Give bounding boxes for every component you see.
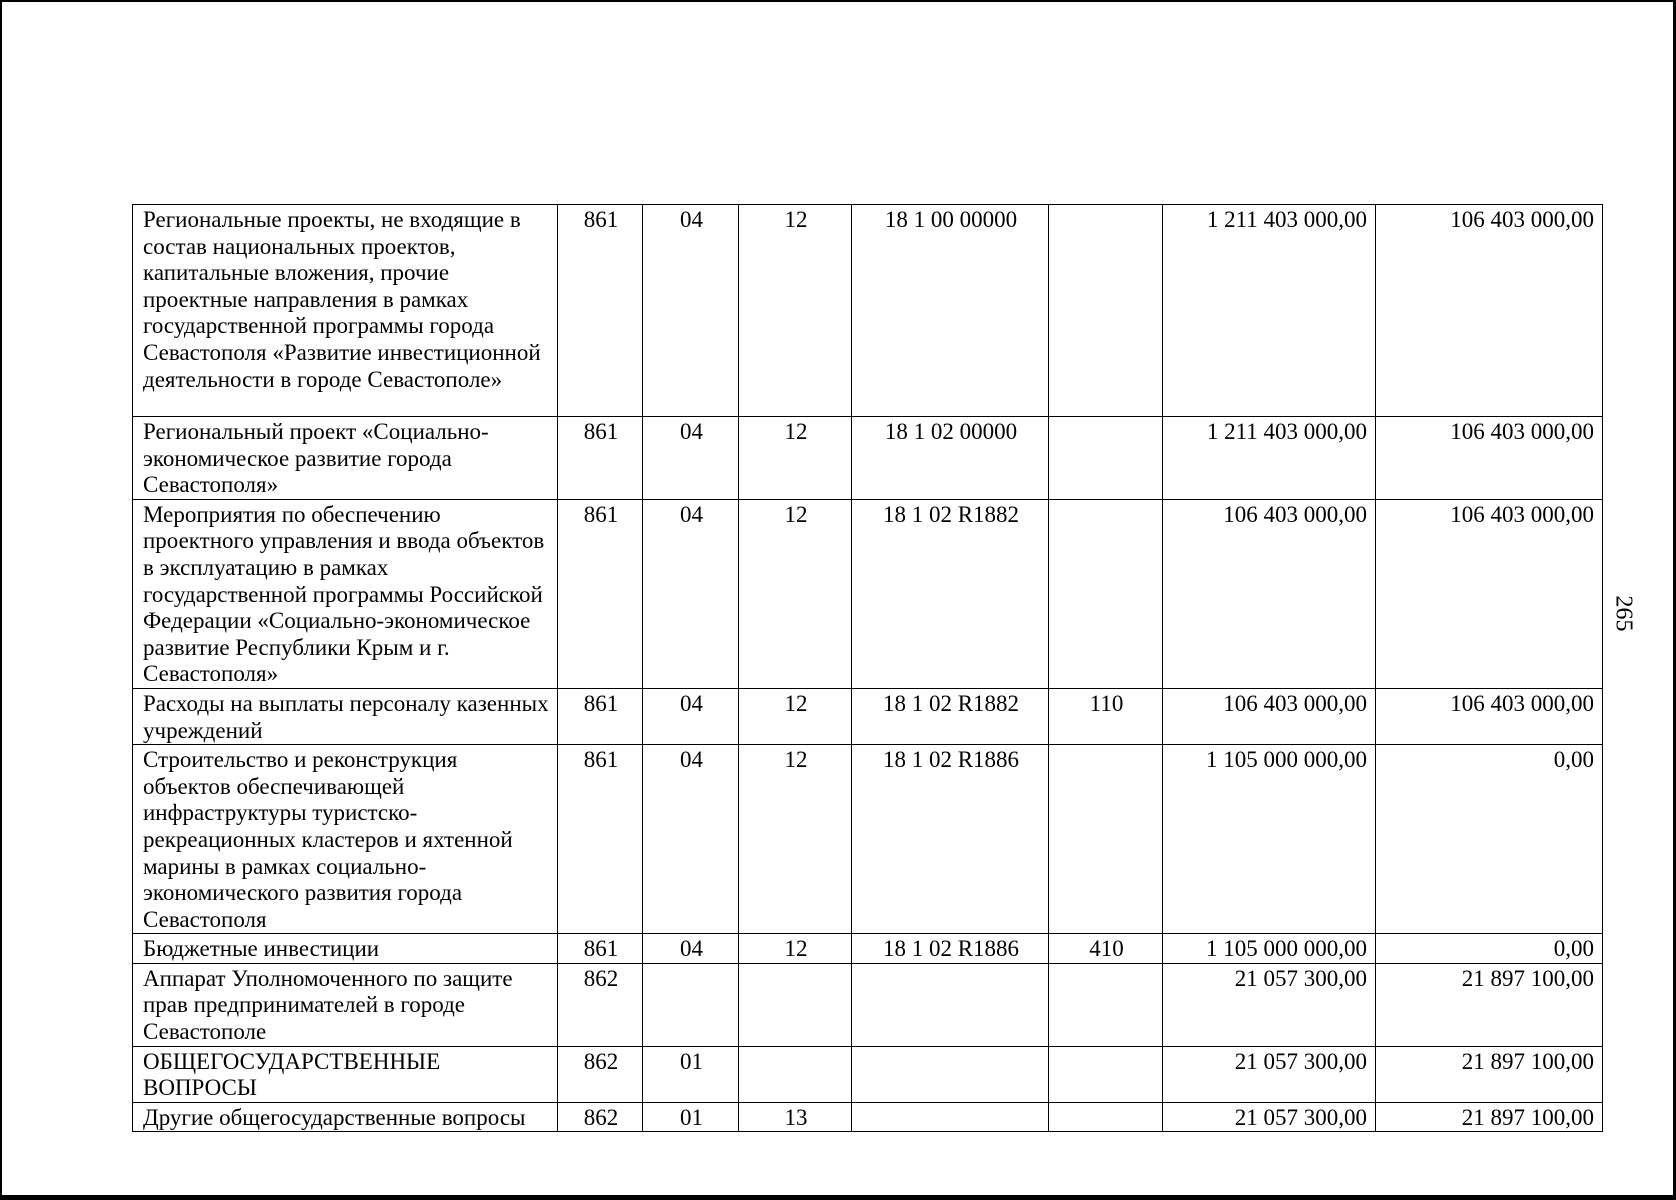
- row-name: Региональный проект «Социально-экономическое развитие города Севастополя»: [133, 417, 558, 500]
- row-admin-code: 862: [558, 1102, 643, 1132]
- scan-border-left: [0, 0, 2, 1200]
- row-admin-code: 861: [558, 688, 643, 744]
- row-name: Другие общегосударственные вопросы: [133, 1102, 558, 1132]
- row-subsection: 12: [739, 688, 852, 744]
- row-subsection: 12: [739, 934, 852, 964]
- table-row: [133, 963, 1603, 1046]
- row-name: Мероприятия по обеспечению проектного управления и ввода объектов в эксплуатацию в рамках государственной программы Российской Федерации «Социально-экономическое развитие Республики Крым и г. Севастополя»: [133, 499, 558, 688]
- row-target-article: 18 1 02 00000: [852, 417, 1049, 500]
- row-section: 04: [643, 417, 739, 500]
- row-target-article: [852, 1046, 1049, 1102]
- row-sum-year2: 106 403 000,00: [1376, 417, 1603, 500]
- row-expense-type: [1049, 205, 1163, 417]
- row-admin-code: 861: [558, 417, 643, 500]
- row-sum-year1: 1 211 403 000,00: [1163, 417, 1376, 500]
- row-target-article: 18 1 02 R1882: [852, 688, 1049, 744]
- row-target-article: 18 1 02 R1882: [852, 499, 1049, 688]
- row-expense-type: 110: [1049, 688, 1163, 744]
- row-sum-year2: 106 403 000,00: [1376, 499, 1603, 688]
- row-sum-year1: 21 057 300,00: [1163, 1102, 1376, 1132]
- row-expense-type: [1049, 499, 1163, 688]
- row-subsection: 12: [739, 745, 852, 934]
- row-section: 01: [643, 1102, 739, 1132]
- table-row: [133, 499, 1603, 688]
- row-subsection: [739, 963, 852, 1046]
- table-row: [133, 1102, 1603, 1132]
- row-name: Строительство и реконструкция объектов обеспечивающей инфраструктуры туристско-рекреационных кластеров и яхтенной марины в рамках социально-экономического развития города Севастополя: [133, 745, 558, 934]
- row-sum-year1: 21 057 300,00: [1163, 963, 1376, 1046]
- row-sum-year2: 0,00: [1376, 934, 1603, 964]
- row-sum-year1: 106 403 000,00: [1163, 499, 1376, 688]
- row-subsection: 12: [739, 205, 852, 417]
- table-row: [133, 205, 1603, 417]
- table-row: [133, 688, 1603, 744]
- scan-border-bottom: [0, 1195, 1676, 1200]
- table-row: [133, 745, 1603, 934]
- row-sum-year1: 1 211 403 000,00: [1163, 205, 1376, 417]
- row-admin-code: 862: [558, 963, 643, 1046]
- row-name: ОБЩЕГОСУДАРСТВЕННЫЕ ВОПРОСЫ: [133, 1046, 558, 1102]
- row-expense-type: 410: [1049, 934, 1163, 964]
- table-row: [133, 1046, 1603, 1102]
- row-sum-year2: 0,00: [1376, 745, 1603, 934]
- row-section: 04: [643, 499, 739, 688]
- table-row: [133, 934, 1603, 964]
- row-section: 04: [643, 745, 739, 934]
- row-sum-year2: 21 897 100,00: [1376, 1046, 1603, 1102]
- scan-border-top: [0, 0, 1676, 2]
- row-sum-year1: 106 403 000,00: [1163, 688, 1376, 744]
- row-sum-year2: 21 897 100,00: [1376, 963, 1603, 1046]
- row-sum-year2: 21 897 100,00: [1376, 1102, 1603, 1132]
- row-target-article: 18 1 00 00000: [852, 205, 1049, 417]
- row-section: 01: [643, 1046, 739, 1102]
- budget-table: [132, 204, 1603, 1132]
- row-name: Аппарат Уполномоченного по защите прав предпринимателей в городе Севастополе: [133, 963, 558, 1046]
- row-expense-type: [1049, 417, 1163, 500]
- row-name: Бюджетные инвестиции: [133, 934, 558, 964]
- row-target-article: 18 1 02 R1886: [852, 745, 1049, 934]
- row-name: Расходы на выплаты персоналу казенных учреждений: [133, 688, 558, 744]
- row-subsection: 12: [739, 499, 852, 688]
- row-target-article: 18 1 02 R1886: [852, 934, 1049, 964]
- row-section: 04: [643, 205, 739, 417]
- row-name: Региональные проекты, не входящие в состав национальных проектов, капитальные вложения, прочие проектные направления в рамках государственной программы города Севастополя «Развитие инвестиционной деятельности в городе Севастополе»: [133, 205, 558, 417]
- table-row: [133, 417, 1603, 500]
- row-expense-type: [1049, 1046, 1163, 1102]
- row-expense-type: [1049, 745, 1163, 934]
- row-section: 04: [643, 934, 739, 964]
- row-admin-code: 862: [558, 1046, 643, 1102]
- row-section: [643, 963, 739, 1046]
- row-section: 04: [643, 688, 739, 744]
- row-sum-year2: 106 403 000,00: [1376, 205, 1603, 417]
- row-target-article: [852, 1102, 1049, 1132]
- row-sum-year1: 1 105 000 000,00: [1163, 745, 1376, 934]
- row-admin-code: 861: [558, 499, 643, 688]
- row-expense-type: [1049, 1102, 1163, 1132]
- page-number: 265: [1610, 595, 1637, 632]
- row-expense-type: [1049, 963, 1163, 1046]
- row-admin-code: 861: [558, 205, 643, 417]
- row-subsection: [739, 1046, 852, 1102]
- row-subsection: 12: [739, 417, 852, 500]
- row-sum-year1: 21 057 300,00: [1163, 1046, 1376, 1102]
- row-admin-code: 861: [558, 934, 643, 964]
- row-subsection: 13: [739, 1102, 852, 1132]
- row-target-article: [852, 963, 1049, 1046]
- row-admin-code: 861: [558, 745, 643, 934]
- row-sum-year2: 106 403 000,00: [1376, 688, 1603, 744]
- row-sum-year1: 1 105 000 000,00: [1163, 934, 1376, 964]
